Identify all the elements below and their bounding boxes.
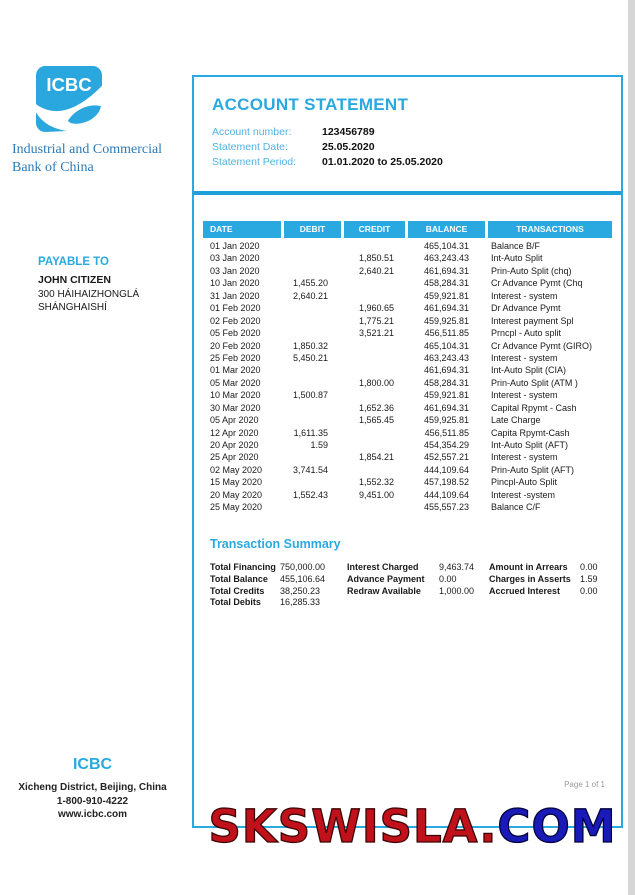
table-row (203, 439, 612, 451)
summary-label: Interest Charged (347, 562, 419, 572)
field-value: 123456789 (322, 126, 375, 138)
table-cell: 03 Jan 2020 (210, 265, 260, 276)
table-cell: 1,565.45 (358, 415, 394, 426)
table-row (203, 464, 612, 476)
summary-label: Redraw Available (347, 585, 421, 596)
table-cell: 01 Feb 2020 (210, 303, 261, 314)
summary-value: 1,000.00 (439, 585, 475, 596)
table-row (203, 389, 612, 401)
table-cell: 15 May 2020 (210, 477, 263, 488)
summary-row (210, 562, 325, 574)
field-label: Account number: (212, 126, 292, 138)
summary-column-3 (489, 562, 598, 597)
summary-value: 1.59 (580, 573, 598, 584)
summary-value: 9,463.74 (439, 562, 475, 572)
table-row (203, 402, 612, 414)
table-cell: Interest -system (491, 489, 556, 500)
table-cell: 444,109.64 (423, 489, 469, 500)
statement-field (212, 125, 443, 140)
table-cell: Interest - system (491, 352, 558, 363)
table-row (203, 315, 612, 327)
table-cell: 01 Jan 2020 (210, 241, 260, 251)
watermark-blue-text: COM (497, 800, 617, 853)
summary-column-1 (210, 562, 325, 609)
bank-name (12, 141, 194, 177)
table-cell: 1,652.36 (358, 402, 394, 413)
table-cell (284, 315, 341, 327)
table-cell: 1,800.00 (358, 377, 394, 388)
bank-footer (10, 756, 175, 822)
summary-label: Amount in Arrears (489, 562, 568, 572)
statement-box (192, 75, 623, 828)
table-cell: 20 Apr 2020 (210, 440, 259, 450)
table-header-row (203, 221, 612, 238)
table-cell: 25 Apr 2020 (210, 452, 259, 463)
table-cell: 31 Jan 2020 (210, 290, 260, 301)
summary-title: Transaction Summary (210, 537, 341, 551)
table-row (203, 327, 612, 339)
summary-label: Total Balance (210, 573, 268, 584)
table-cell (344, 464, 405, 476)
summary-row (347, 562, 474, 574)
section-divider (193, 191, 621, 195)
table-cell: 1,854.21 (358, 452, 394, 463)
summary-value: 0.00 (439, 573, 457, 584)
footer-phone: 1-800-910-4222 (56, 795, 129, 807)
payable-to-heading: PAYABLE TO (38, 256, 109, 268)
table-cell: 30 Mar 2020 (210, 402, 261, 413)
table-row (203, 489, 612, 501)
table-cell: 1,850.32 (292, 340, 328, 351)
summary-row (489, 562, 598, 574)
table-row (203, 414, 612, 426)
footer-address: Xicheng District, Beijing, China (18, 782, 167, 793)
table-cell: 1.59 (310, 440, 328, 450)
statement-fields (212, 125, 443, 170)
column-header-date: DATE (203, 221, 281, 238)
table-cell: 9,451.00 (358, 489, 394, 500)
table-cell: 463,243.43 (423, 253, 469, 264)
table-cell (344, 439, 405, 451)
table-cell: 463,243.43 (423, 352, 469, 363)
table-cell (344, 352, 405, 364)
summary-row (210, 574, 325, 586)
footer-website-link[interactable]: www.icbc.com (57, 809, 128, 820)
table-cell: Capital Rpymt - Cash (491, 402, 577, 413)
table-cell: 465,104.31 (423, 340, 469, 351)
summary-label: Total Debits (210, 597, 261, 608)
table-row (203, 364, 612, 376)
table-row (203, 340, 612, 352)
table-cell: Prin-Auto Split (ATM ) (491, 377, 578, 388)
bank-name-line2: Bank of China (12, 160, 94, 175)
table-cell (284, 414, 341, 426)
summary-value: 0.00 (580, 585, 598, 596)
table-cell: Interest - system (491, 290, 558, 301)
table-cell: 1,552.43 (292, 489, 328, 500)
table-cell: 461,694.31 (423, 265, 469, 276)
summary-label: Total Financing (210, 562, 276, 572)
table-cell: Late Charge (491, 415, 541, 426)
footer-brand: ICBC (72, 756, 113, 773)
table-row (203, 302, 612, 314)
table-cell: 05 Feb 2020 (210, 328, 261, 339)
table-cell: Balance B/F (491, 241, 541, 251)
summary-value: 38,250.23 (280, 585, 321, 596)
table-cell: 1,850.51 (358, 253, 394, 264)
field-label: Statement Period: (212, 156, 297, 168)
table-row (203, 290, 612, 302)
table-cell: Interest - system (491, 452, 558, 463)
page-number: Page 1 of 1 (564, 780, 605, 789)
table-cell (284, 265, 341, 277)
table-cell: Int-Auto Split (CIA) (491, 365, 567, 376)
field-label: Statement Date: (212, 141, 288, 153)
table-cell: Dr Advance Pymt (491, 303, 561, 314)
table-cell: Prin-Auto Split (chq) (491, 265, 572, 276)
table-cell (284, 451, 341, 463)
table-cell: 02 May 2020 (210, 464, 263, 475)
table-cell (284, 327, 341, 339)
table-cell (344, 389, 405, 401)
table-row (203, 476, 612, 488)
column-header-credit: CREDIT (344, 221, 405, 238)
table-row (203, 265, 612, 277)
table-cell: 03 Jan 2020 (210, 253, 260, 264)
table-cell (344, 427, 405, 439)
table-cell: 2,640.21 (358, 265, 394, 276)
scan-edge-strip (628, 0, 635, 895)
table-cell: 444,109.64 (423, 464, 469, 475)
customer-address-line1: 300 HÁIHAIZHONGLÁ (38, 289, 140, 300)
table-cell (284, 364, 341, 376)
table-cell: Int-Auto Split (491, 253, 543, 264)
table-cell (284, 501, 341, 513)
summary-row (489, 574, 598, 586)
summary-row (347, 586, 474, 598)
table-cell: Pincpl-Auto Split (491, 477, 558, 488)
table-cell: 25 May 2020 (210, 502, 263, 513)
table-cell: 01 Mar 2020 (210, 365, 261, 376)
table-cell: 25 Feb 2020 (210, 352, 261, 363)
table-cell: 3,521.21 (358, 328, 394, 339)
table-cell: 458,284.31 (423, 377, 469, 388)
table-cell: 20 May 2020 (210, 489, 263, 500)
summary-label: Accrued Interest (489, 585, 561, 596)
payable-to-block (38, 256, 198, 314)
table-cell: 12 Apr 2020 (210, 427, 259, 438)
table-cell: 459,921.81 (423, 290, 469, 301)
table-cell: 458,284.31 (423, 278, 469, 289)
table-cell (284, 252, 341, 264)
table-cell: Int-Auto Split (AFT) (491, 440, 569, 450)
customer-address-line2: SHÁNGHAISHÍ (38, 302, 107, 313)
table-cell (284, 476, 341, 488)
table-cell: 457,198.52 (423, 477, 469, 488)
table-cell: Capita Rpymt-Cash (491, 427, 570, 438)
table-cell: Prin-Auto Split (AFT) (491, 464, 575, 475)
table-cell: Cr Advance Pymt (Chq (491, 278, 583, 289)
table-cell: 2,640.21 (292, 290, 328, 301)
svg-text:ICBC: ICBC (46, 73, 92, 95)
table-cell: 20 Feb 2020 (210, 340, 261, 351)
table-row (203, 501, 612, 513)
table-cell: 1,960.65 (358, 303, 394, 314)
summary-label: Advance Payment (347, 573, 425, 584)
summary-label: Total Credits (210, 585, 265, 596)
table-cell: 1,611.35 (293, 427, 328, 438)
table-cell: 10 Mar 2020 (210, 390, 261, 401)
transactions-body (203, 240, 612, 514)
table-cell (344, 340, 405, 352)
column-header-balance: BALANCE (408, 221, 485, 238)
summary-value: 750,000.00 (280, 562, 326, 572)
customer-name: JOHN CITIZEN (38, 274, 111, 286)
table-cell (344, 277, 405, 289)
table-row (203, 377, 612, 389)
summary-value: 0.00 (580, 562, 598, 572)
table-cell: 461,694.31 (423, 303, 469, 314)
column-header-debit: DEBIT (284, 221, 341, 238)
summary-value: 16,285.33 (280, 597, 321, 608)
statement-field (212, 155, 443, 170)
summary-row (210, 586, 325, 598)
statement-title: ACCOUNT STATEMENT (212, 95, 409, 114)
field-value: 25.05.2020 (322, 141, 375, 153)
table-cell (344, 501, 405, 513)
table-row (203, 352, 612, 364)
statement-field (212, 140, 443, 155)
summary-column-2 (347, 562, 474, 597)
table-cell: Prncpl - Auto split (491, 328, 562, 339)
table-cell (344, 240, 405, 252)
field-value: 01.01.2020 to 25.05.2020 (322, 156, 443, 168)
table-cell: 456,511.85 (424, 427, 469, 438)
table-cell: Balance C/F (491, 502, 541, 513)
table-cell: 05 Apr 2020 (210, 415, 259, 426)
column-header-transactions: TRANSACTIONS (488, 221, 612, 238)
table-cell: 456,511.85 (424, 328, 469, 339)
table-cell (284, 302, 341, 314)
table-cell (344, 290, 405, 302)
table-row (203, 240, 612, 252)
table-row (203, 427, 612, 439)
table-cell: 459,925.81 (423, 415, 469, 426)
transactions-table (203, 221, 612, 514)
summary-row (347, 574, 474, 586)
table-cell: 452,557.21 (423, 452, 469, 463)
summary-row (210, 597, 325, 609)
table-cell: Interest - system (491, 390, 558, 401)
table-cell: 461,694.31 (423, 365, 469, 376)
table-cell: 10 Jan 2020 (210, 278, 260, 289)
table-cell: 3,741.54 (292, 464, 328, 475)
table-cell: 459,925.81 (423, 315, 469, 326)
table-row (203, 277, 612, 289)
table-cell: 1,500.87 (292, 390, 328, 401)
summary-row (489, 586, 598, 598)
table-cell (344, 364, 405, 376)
table-row (203, 252, 612, 264)
table-cell: 454,354.29 (423, 440, 469, 450)
table-cell: 1,775.21 (358, 315, 394, 326)
summary-label: Charges in Asserts (489, 573, 571, 584)
table-cell: 5,450.21 (292, 352, 328, 363)
table-cell (284, 377, 341, 389)
table-cell: 1,552.32 (358, 477, 394, 488)
table-cell: 05 Mar 2020 (210, 377, 261, 388)
table-cell: Interest payment Spl (491, 315, 574, 326)
table-cell: Cr Advance Pymt (GIRO) (491, 340, 593, 351)
table-row (203, 451, 612, 463)
table-cell (284, 240, 341, 252)
table-cell: 459,921.81 (423, 390, 469, 401)
table-cell: 02 Feb 2020 (210, 315, 261, 326)
table-cell: 461,694.31 (423, 402, 469, 413)
watermark-red-text: SKSWISLA. (208, 800, 498, 853)
table-cell: 465,104.31 (423, 241, 469, 251)
table-cell (284, 402, 341, 414)
table-cell: 1,455.20 (292, 278, 328, 289)
bank-name-line1: Industrial and Commercial (12, 142, 163, 157)
table-cell: 455,557.23 (423, 502, 469, 513)
summary-value: 455,106.64 (280, 573, 326, 584)
icbc-logo-icon (36, 66, 102, 132)
